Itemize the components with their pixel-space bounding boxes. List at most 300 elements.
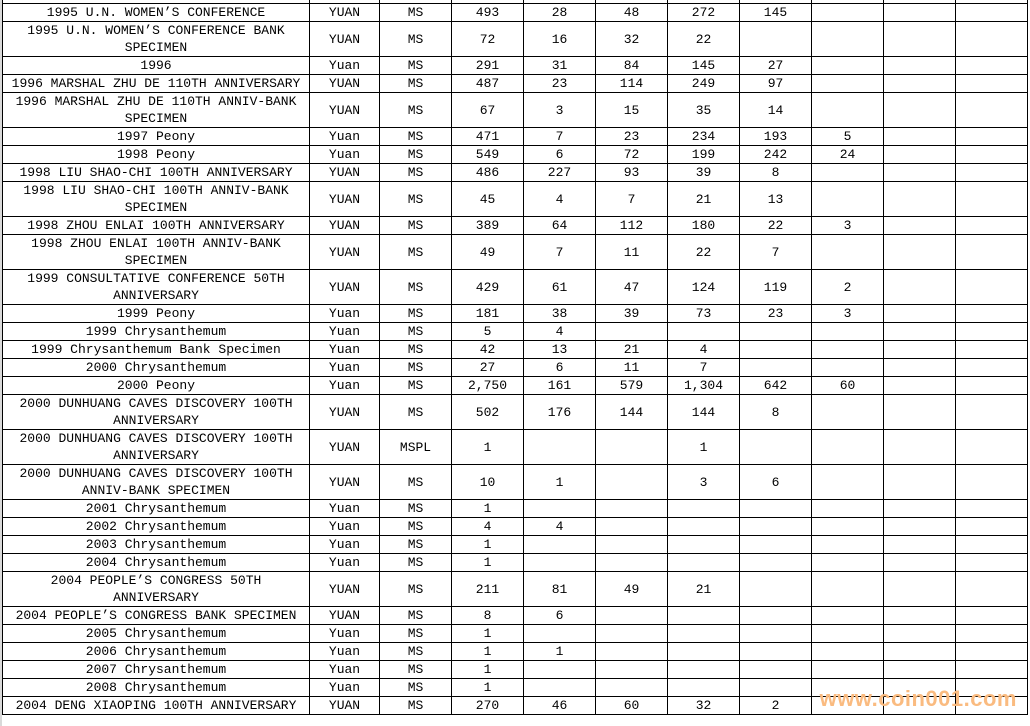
count-cell bbox=[884, 270, 956, 305]
count-cell: 114 bbox=[596, 75, 668, 93]
coin-name-label: 1998 ZHOU ENLAI 100TH ANNIVERSARY bbox=[27, 218, 285, 233]
count-cell: 16 bbox=[524, 22, 596, 57]
count-cell: 35 bbox=[668, 93, 740, 128]
coin-name-cell bbox=[3, 679, 310, 697]
coin-name-cell bbox=[3, 235, 310, 270]
count-cell bbox=[884, 164, 956, 182]
count-cell: 8 bbox=[452, 607, 524, 625]
count-cell: 24 bbox=[812, 146, 884, 164]
currency-cell: YUAN bbox=[310, 182, 380, 217]
count-cell bbox=[812, 625, 884, 643]
count-cell bbox=[740, 679, 812, 697]
count-cell: 2 bbox=[740, 697, 812, 715]
currency-cell: YUAN bbox=[310, 217, 380, 235]
currency-cell: Yuan bbox=[310, 146, 380, 164]
grade-cell: MS bbox=[380, 4, 452, 22]
table-row bbox=[3, 536, 1028, 554]
count-cell: 60 bbox=[812, 377, 884, 395]
count-cell bbox=[812, 93, 884, 128]
count-cell bbox=[884, 643, 956, 661]
currency-cell: Yuan bbox=[310, 536, 380, 554]
grade-cell: MS bbox=[380, 323, 452, 341]
coin-name-label: 2008 Chrysanthemum bbox=[85, 680, 227, 695]
count-cell: 4 bbox=[524, 323, 596, 341]
grade-cell: MS bbox=[380, 217, 452, 235]
count-cell bbox=[668, 625, 740, 643]
count-cell bbox=[812, 607, 884, 625]
coin-name-cell bbox=[3, 661, 310, 679]
count-cell bbox=[740, 625, 812, 643]
count-cell bbox=[884, 341, 956, 359]
currency-cell: YUAN bbox=[310, 22, 380, 57]
grade-cell: MS bbox=[380, 270, 452, 305]
count-cell bbox=[740, 341, 812, 359]
count-cell bbox=[956, 270, 1028, 305]
count-cell: 145 bbox=[668, 57, 740, 75]
count-cell: 6 bbox=[524, 359, 596, 377]
watermark-url: www.coin001.com bbox=[819, 686, 1017, 711]
count-cell: 4 bbox=[524, 518, 596, 536]
count-cell bbox=[812, 500, 884, 518]
count-cell bbox=[812, 643, 884, 661]
count-cell bbox=[884, 235, 956, 270]
count-cell: 471 bbox=[452, 128, 524, 146]
count-cell: 1 bbox=[452, 554, 524, 572]
count-cell bbox=[524, 625, 596, 643]
count-cell: 1 bbox=[452, 625, 524, 643]
coin-name-label: 2000 DUNHUANG CAVES DISCOVERY 100TH ANNIVERSARY bbox=[19, 431, 293, 463]
count-cell bbox=[884, 128, 956, 146]
count-cell bbox=[740, 643, 812, 661]
coin-name-label: 2000 Peony bbox=[116, 378, 195, 393]
count-cell bbox=[884, 465, 956, 500]
currency-cell: YUAN bbox=[310, 93, 380, 128]
coin-name-label: 2002 Chrysanthemum bbox=[85, 519, 227, 534]
count-cell bbox=[956, 93, 1028, 128]
count-cell bbox=[668, 323, 740, 341]
coin-name-cell bbox=[3, 270, 310, 305]
count-cell: 211 bbox=[452, 572, 524, 607]
count-cell bbox=[956, 536, 1028, 554]
count-cell bbox=[956, 377, 1028, 395]
count-cell bbox=[884, 146, 956, 164]
count-cell bbox=[884, 554, 956, 572]
count-cell: 502 bbox=[452, 395, 524, 430]
currency-cell: Yuan bbox=[310, 679, 380, 697]
count-cell: 1,304 bbox=[668, 377, 740, 395]
count-cell: 11 bbox=[596, 359, 668, 377]
coin-name-label: 1997 Peony bbox=[116, 129, 195, 144]
count-cell bbox=[812, 518, 884, 536]
count-cell bbox=[596, 465, 668, 500]
count-cell bbox=[956, 182, 1028, 217]
table-row bbox=[3, 572, 1028, 607]
count-cell: 579 bbox=[596, 377, 668, 395]
count-cell bbox=[524, 536, 596, 554]
count-cell: 22 bbox=[668, 22, 740, 57]
currency-cell: YUAN bbox=[310, 697, 380, 715]
count-cell: 22 bbox=[668, 235, 740, 270]
currency-cell: Yuan bbox=[310, 661, 380, 679]
table-row bbox=[3, 128, 1028, 146]
coin-name-label: 1998 Peony bbox=[116, 147, 195, 162]
count-cell: 6 bbox=[524, 607, 596, 625]
count-cell: 1 bbox=[452, 536, 524, 554]
table-row bbox=[3, 518, 1028, 536]
count-cell: 549 bbox=[452, 146, 524, 164]
count-cell bbox=[812, 323, 884, 341]
count-cell bbox=[884, 75, 956, 93]
grade-cell: MS bbox=[380, 536, 452, 554]
count-cell: 28 bbox=[524, 4, 596, 22]
count-cell bbox=[956, 341, 1028, 359]
count-cell: 31 bbox=[524, 57, 596, 75]
count-cell: 487 bbox=[452, 75, 524, 93]
count-cell bbox=[668, 536, 740, 554]
grade-cell: MS bbox=[380, 182, 452, 217]
table-row bbox=[3, 465, 1028, 500]
count-cell bbox=[956, 4, 1028, 22]
count-cell bbox=[668, 554, 740, 572]
count-cell: 32 bbox=[596, 22, 668, 57]
currency-cell: Yuan bbox=[310, 128, 380, 146]
count-cell bbox=[884, 500, 956, 518]
table-row bbox=[3, 500, 1028, 518]
count-cell: 4 bbox=[452, 518, 524, 536]
count-cell bbox=[956, 57, 1028, 75]
count-cell bbox=[668, 643, 740, 661]
count-cell bbox=[956, 518, 1028, 536]
grade-cell: MS bbox=[380, 625, 452, 643]
count-cell: 13 bbox=[740, 182, 812, 217]
count-cell: 39 bbox=[596, 305, 668, 323]
grade-cell: MS bbox=[380, 235, 452, 270]
coin-name-label: 2004 DENG XIAOPING 100TH ANNIVERSARY bbox=[15, 698, 297, 713]
count-cell: 14 bbox=[740, 93, 812, 128]
count-cell: 176 bbox=[524, 395, 596, 430]
count-cell bbox=[596, 607, 668, 625]
currency-cell: Yuan bbox=[310, 554, 380, 572]
currency-cell: YUAN bbox=[310, 395, 380, 430]
table-row bbox=[3, 4, 1028, 22]
coin-name-cell bbox=[3, 146, 310, 164]
count-cell bbox=[812, 661, 884, 679]
count-cell bbox=[884, 518, 956, 536]
left-edge-strip bbox=[0, 0, 2, 726]
count-cell: 1 bbox=[452, 643, 524, 661]
count-cell: 199 bbox=[668, 146, 740, 164]
coin-name-cell bbox=[3, 75, 310, 93]
count-cell bbox=[956, 305, 1028, 323]
count-cell: 3 bbox=[812, 217, 884, 235]
count-cell: 161 bbox=[524, 377, 596, 395]
currency-cell: YUAN bbox=[310, 465, 380, 500]
table-row bbox=[3, 395, 1028, 430]
table-row bbox=[3, 554, 1028, 572]
count-cell: 272 bbox=[668, 4, 740, 22]
count-cell: 84 bbox=[596, 57, 668, 75]
count-cell: 81 bbox=[524, 572, 596, 607]
count-cell: 6 bbox=[524, 146, 596, 164]
count-cell bbox=[740, 359, 812, 377]
coin-name-label: 1998 ZHOU ENLAI 100TH ANNIV-BANK SPECIMEN bbox=[31, 236, 281, 268]
currency-cell: YUAN bbox=[310, 75, 380, 93]
count-cell bbox=[668, 518, 740, 536]
count-cell bbox=[956, 643, 1028, 661]
count-cell: 48 bbox=[596, 4, 668, 22]
count-cell: 1 bbox=[452, 500, 524, 518]
count-cell: 234 bbox=[668, 128, 740, 146]
coin-name-cell bbox=[3, 607, 310, 625]
grade-cell: MSPL bbox=[380, 430, 452, 465]
table-row bbox=[3, 270, 1028, 305]
count-cell: 21 bbox=[668, 182, 740, 217]
coin-name-label: 1998 LIU SHAO-CHI 100TH ANNIV-BANK SPECIMEN bbox=[23, 183, 289, 215]
count-cell bbox=[884, 323, 956, 341]
count-cell bbox=[740, 500, 812, 518]
count-cell: 72 bbox=[596, 146, 668, 164]
count-cell: 21 bbox=[596, 341, 668, 359]
count-cell: 11 bbox=[596, 235, 668, 270]
coin-name-label: 1998 LIU SHAO-CHI 100TH ANNIVERSARY bbox=[19, 165, 293, 180]
table-row bbox=[3, 182, 1028, 217]
currency-cell: Yuan bbox=[310, 359, 380, 377]
grade-cell: MS bbox=[380, 93, 452, 128]
grade-cell: MS bbox=[380, 22, 452, 57]
count-cell: 6 bbox=[740, 465, 812, 500]
grade-cell: MS bbox=[380, 128, 452, 146]
count-cell bbox=[596, 554, 668, 572]
currency-cell: Yuan bbox=[310, 323, 380, 341]
count-cell: 45 bbox=[452, 182, 524, 217]
count-cell bbox=[956, 607, 1028, 625]
count-cell bbox=[740, 661, 812, 679]
currency-cell: Yuan bbox=[310, 500, 380, 518]
coin-name-cell bbox=[3, 697, 310, 715]
count-cell bbox=[884, 661, 956, 679]
coin-name-cell bbox=[3, 164, 310, 182]
count-cell: 1 bbox=[452, 679, 524, 697]
count-cell bbox=[740, 518, 812, 536]
count-cell bbox=[812, 57, 884, 75]
count-cell bbox=[956, 395, 1028, 430]
coin-name-cell bbox=[3, 500, 310, 518]
table-row bbox=[3, 164, 1028, 182]
count-cell bbox=[812, 182, 884, 217]
table-row bbox=[3, 22, 1028, 57]
count-cell bbox=[812, 572, 884, 607]
currency-cell: YUAN bbox=[310, 430, 380, 465]
coin-name-cell bbox=[3, 465, 310, 500]
count-cell bbox=[884, 377, 956, 395]
count-cell bbox=[740, 22, 812, 57]
coin-name-cell bbox=[3, 377, 310, 395]
currency-cell: Yuan bbox=[310, 341, 380, 359]
grade-cell: MS bbox=[380, 146, 452, 164]
coin-name-cell bbox=[3, 217, 310, 235]
count-cell: 429 bbox=[452, 270, 524, 305]
count-cell: 144 bbox=[596, 395, 668, 430]
count-cell: 21 bbox=[668, 572, 740, 607]
count-cell bbox=[884, 93, 956, 128]
coin-name-cell bbox=[3, 341, 310, 359]
coin-name-label: 1999 Chrysanthemum Bank Specimen bbox=[31, 342, 281, 357]
table-row bbox=[3, 430, 1028, 465]
coin-name-label: 2004 PEOPLE’S CONGRESS 50TH ANNIVERSARY bbox=[50, 573, 262, 605]
count-cell bbox=[740, 554, 812, 572]
count-cell: 47 bbox=[596, 270, 668, 305]
count-cell: 145 bbox=[740, 4, 812, 22]
count-cell: 39 bbox=[668, 164, 740, 182]
count-cell: 291 bbox=[452, 57, 524, 75]
count-cell bbox=[812, 22, 884, 57]
table-row bbox=[3, 75, 1028, 93]
count-cell: 93 bbox=[596, 164, 668, 182]
grade-cell: MS bbox=[380, 341, 452, 359]
table-row bbox=[3, 57, 1028, 75]
count-cell bbox=[596, 643, 668, 661]
count-cell bbox=[668, 661, 740, 679]
count-cell bbox=[596, 661, 668, 679]
count-cell: 7 bbox=[596, 182, 668, 217]
grade-cell: MS bbox=[380, 395, 452, 430]
count-cell bbox=[884, 182, 956, 217]
table-row bbox=[3, 93, 1028, 128]
table-row bbox=[3, 341, 1028, 359]
table-row bbox=[3, 217, 1028, 235]
grade-cell: MS bbox=[380, 305, 452, 323]
count-cell bbox=[956, 625, 1028, 643]
table-row bbox=[3, 607, 1028, 625]
coin-name-label: 2005 Chrysanthemum bbox=[85, 626, 227, 641]
currency-cell: Yuan bbox=[310, 57, 380, 75]
count-cell: 7 bbox=[524, 128, 596, 146]
count-cell bbox=[596, 323, 668, 341]
count-cell bbox=[668, 607, 740, 625]
coin-table-body bbox=[3, 0, 1028, 715]
count-cell: 27 bbox=[740, 57, 812, 75]
count-cell: 486 bbox=[452, 164, 524, 182]
count-cell: 1 bbox=[452, 430, 524, 465]
count-cell: 493 bbox=[452, 4, 524, 22]
count-cell: 13 bbox=[524, 341, 596, 359]
count-cell: 8 bbox=[740, 164, 812, 182]
count-cell bbox=[812, 536, 884, 554]
count-cell bbox=[884, 305, 956, 323]
count-cell bbox=[956, 554, 1028, 572]
count-cell bbox=[884, 359, 956, 377]
count-cell: 1 bbox=[524, 465, 596, 500]
count-cell: 67 bbox=[452, 93, 524, 128]
count-cell bbox=[956, 661, 1028, 679]
coin-name-label: 1995 U.N. WOMEN’S CONFERENCE BANK SPECIMEN bbox=[27, 23, 285, 55]
count-cell bbox=[956, 217, 1028, 235]
coin-name-cell bbox=[3, 625, 310, 643]
coin-name-label: 2000 DUNHUANG CAVES DISCOVERY 100TH ANNIVERSARY bbox=[19, 396, 293, 428]
coin-name-label: 1996 MARSHAL ZHU DE 110TH ANNIVERSARY bbox=[11, 76, 301, 91]
count-cell: 10 bbox=[452, 465, 524, 500]
coin-name-cell bbox=[3, 395, 310, 430]
count-cell: 64 bbox=[524, 217, 596, 235]
count-cell: 32 bbox=[668, 697, 740, 715]
count-cell bbox=[524, 430, 596, 465]
count-cell bbox=[740, 536, 812, 554]
count-cell bbox=[884, 22, 956, 57]
count-cell bbox=[740, 607, 812, 625]
count-cell bbox=[812, 75, 884, 93]
table-row bbox=[3, 359, 1028, 377]
table-row bbox=[3, 146, 1028, 164]
grade-cell: MS bbox=[380, 57, 452, 75]
count-cell bbox=[812, 554, 884, 572]
count-cell bbox=[812, 341, 884, 359]
grade-cell: MS bbox=[380, 643, 452, 661]
coin-name-label: 1995 U.N. WOMEN’S CONFERENCE bbox=[46, 5, 266, 20]
count-cell: 242 bbox=[740, 146, 812, 164]
grade-cell: MS bbox=[380, 359, 452, 377]
grade-cell: MS bbox=[380, 679, 452, 697]
count-cell: 97 bbox=[740, 75, 812, 93]
currency-cell: YUAN bbox=[310, 235, 380, 270]
currency-cell: Yuan bbox=[310, 377, 380, 395]
count-cell: 49 bbox=[452, 235, 524, 270]
currency-cell: Yuan bbox=[310, 625, 380, 643]
count-cell: 22 bbox=[740, 217, 812, 235]
count-cell: 38 bbox=[524, 305, 596, 323]
coin-name-label: 2001 Chrysanthemum bbox=[85, 501, 227, 516]
count-cell bbox=[524, 554, 596, 572]
coin-name-label: 1999 CONSULTATIVE CONFERENCE 50TH ANNIVERSARY bbox=[27, 271, 285, 303]
coin-name-label: 1999 Chrysanthemum bbox=[85, 324, 227, 339]
count-cell: 2 bbox=[812, 270, 884, 305]
grade-cell: MS bbox=[380, 500, 452, 518]
grade-cell: MS bbox=[380, 377, 452, 395]
count-cell: 3 bbox=[812, 305, 884, 323]
coin-name-cell bbox=[3, 305, 310, 323]
coin-name-label: 2004 Chrysanthemum bbox=[85, 555, 227, 570]
grade-cell: MS bbox=[380, 554, 452, 572]
count-cell bbox=[668, 679, 740, 697]
count-cell: 144 bbox=[668, 395, 740, 430]
count-cell bbox=[956, 22, 1028, 57]
count-cell: 15 bbox=[596, 93, 668, 128]
grade-cell: MS bbox=[380, 607, 452, 625]
count-cell bbox=[884, 217, 956, 235]
count-cell: 73 bbox=[668, 305, 740, 323]
currency-cell: Yuan bbox=[310, 305, 380, 323]
grade-cell: MS bbox=[380, 572, 452, 607]
count-cell bbox=[884, 536, 956, 554]
count-cell bbox=[956, 75, 1028, 93]
coin-name-label: 2004 PEOPLE’S CONGRESS BANK SPECIMEN bbox=[15, 608, 297, 623]
count-cell: 27 bbox=[452, 359, 524, 377]
grade-cell: MS bbox=[380, 465, 452, 500]
coin-name-label: 2000 Chrysanthemum bbox=[85, 360, 227, 375]
count-cell: 2,750 bbox=[452, 377, 524, 395]
currency-cell: YUAN bbox=[310, 607, 380, 625]
count-cell bbox=[812, 4, 884, 22]
coin-name-cell bbox=[3, 128, 310, 146]
count-cell: 119 bbox=[740, 270, 812, 305]
coin-name-cell bbox=[3, 518, 310, 536]
table-row bbox=[3, 235, 1028, 270]
currency-cell: Yuan bbox=[310, 643, 380, 661]
count-cell bbox=[956, 500, 1028, 518]
count-cell bbox=[812, 359, 884, 377]
coin-name-cell bbox=[3, 4, 310, 22]
count-cell: 8 bbox=[740, 395, 812, 430]
count-cell bbox=[884, 4, 956, 22]
